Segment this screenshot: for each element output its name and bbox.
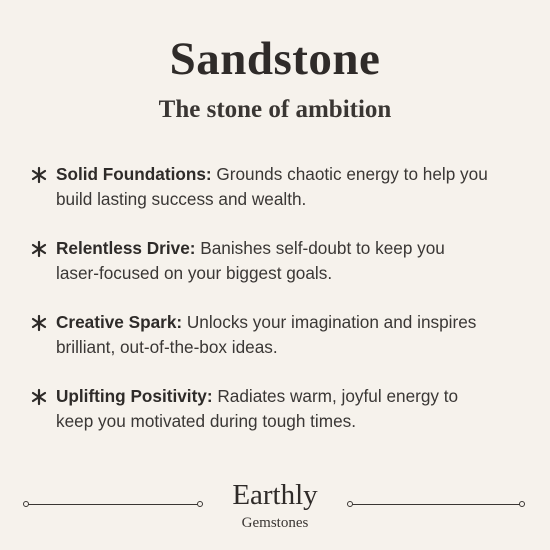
- feature-text: Radiates warm, joyful energy to keep you motivated during tough times.: [56, 386, 459, 431]
- feature-item: [30, 310, 490, 360]
- brand-name: Earthly: [232, 479, 318, 511]
- brand-tagline: Gemstones: [241, 515, 309, 531]
- asterisk-icon: [30, 240, 48, 258]
- feature-title: Solid Foundations:: [56, 164, 212, 184]
- asterisk-icon: [30, 388, 48, 406]
- feature-title: Uplifting Positivity:: [56, 386, 213, 406]
- page-title: Sandstone: [169, 33, 381, 85]
- feature-text: Banishes self-doubt to keep you laser-focused on your biggest goals.: [56, 238, 445, 283]
- feature-title: Creative Spark:: [56, 312, 183, 332]
- feature-item: [30, 384, 490, 434]
- asterisk-icon: [30, 314, 48, 332]
- page-subtitle: The stone of ambition: [158, 96, 392, 123]
- feature-title: Relentless Drive:: [56, 238, 196, 258]
- asterisk-icon: [30, 166, 48, 184]
- brand-logo: [0, 478, 550, 533]
- feature-item: [30, 162, 490, 212]
- feature-item: [30, 236, 490, 286]
- feature-text: Grounds chaotic energy to help you build lasting success and wealth.: [56, 164, 488, 209]
- footer-brand: [0, 478, 550, 538]
- feature-list: [30, 162, 490, 434]
- feature-text: Unlocks your imagination and inspires brilliant, out-of-the-box ideas.: [56, 312, 477, 357]
